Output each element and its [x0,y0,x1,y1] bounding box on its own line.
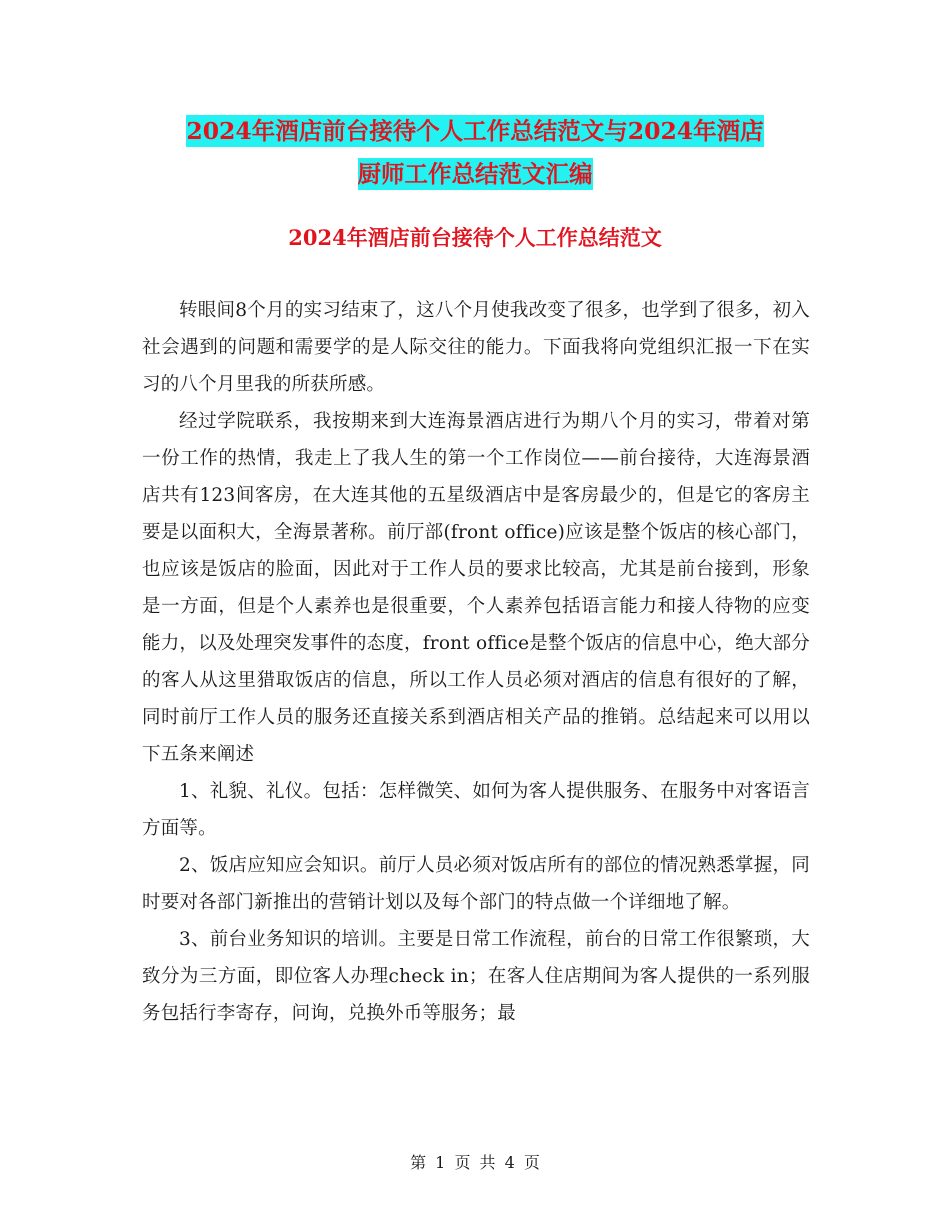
paragraph: 2、饭店应知应会知识。前厅人员必须对饭店所有的部位的情况熟悉掌握，同时要对各部门新推出的营销计划以及每个部门的特点做一个详细地了解。 [142,855,810,913]
paragraph: 1、礼貌、礼仪。包括：怎样微笑、如何为客人提供服务、在服务中对客语言方面等。 [142,781,810,839]
paragraph: 3、前台业务知识的培训。主要是日常工作流程，前台的日常工作很繁琐，大致分为三方面，即位客人办理check in；在客人住店期间为客人提供的一系列服务包括行李寄存，问询，兑换外币等服务；最 [142,929,810,1024]
page-footer: 第 1 页 共 4 页 [410,1153,540,1172]
document-title-line-1: 2024年酒店前台接待个人工作总结范文与2024年酒店 [186,117,764,145]
document-title [140,110,810,196]
section-title: 2024年酒店前台接待个人工作总结范文 [288,225,662,250]
document-title-line-2: 厨师工作总结范文汇编 [357,160,593,188]
paragraph: 转眼间8个月的实习结束了，这八个月使我改变了很多，也学到了很多，初入社会遇到的问题和需要学的是人际交往的能力。下面我将向党组织汇报一下在实习的八个月里我的所获所感。 [142,300,810,395]
document-body [142,292,810,1032]
paragraph: 经过学院联系，我按期来到大连海景酒店进行为期八个月的实习，带着对第一份工作的热情，我走上了我人生的第一个工作岗位——前台接待，大连海景酒店共有123间客房，在大连其他的五星级酒店中是客房最少的，但是它的客房主要是以面积大，全海景著称。前厅部(front office)应该是整个饭店的核心部门，也应该是饭店的脸面，因此对于工作人员的要求比较高，尤其是前台接到，形象是一方面，但是个人素养也是很重要，个人素养包括语言能力和接人待物的应变能力，以及处理突发事件的态度，front office是整个饭店的信息中心，绝大部分的客人从这里猎取饭店的信息，所以工作人员必须对酒店的信息有很好的了解，同时前厅工作人员的服务还直接关系到酒店相关产品的推销。总结起来可以用以下五条来阐述 [142,411,810,765]
